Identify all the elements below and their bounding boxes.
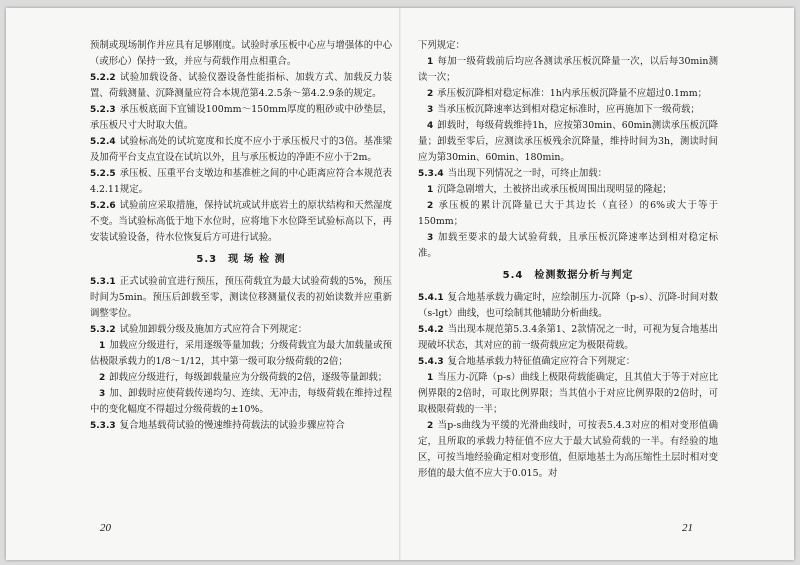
clause-text: 承压板、压重平台支墩边和基准桩之间的中心距离应符合本规范表4.2.11规定。 (90, 168, 392, 195)
clause-paragraph (418, 166, 718, 182)
clause-paragraph (418, 418, 718, 482)
clause-paragraph (418, 118, 718, 166)
clause-paragraph (90, 134, 392, 166)
clause-paragraph (418, 102, 718, 118)
clause-number: 2 (427, 421, 434, 431)
clause-paragraph (418, 290, 718, 322)
clause-number: 5.3.3 (90, 421, 116, 431)
clause-paragraph (90, 102, 392, 134)
clause-number: 2 (427, 89, 434, 99)
clause-paragraph (90, 198, 392, 246)
clause-paragraph (418, 198, 718, 230)
clause-paragraph (90, 418, 392, 434)
book-spread (6, 8, 794, 560)
clause-number: 2 (427, 201, 434, 211)
clause-number: 2 (99, 373, 106, 383)
clause-number: 5.3.2 (90, 325, 116, 335)
clause-text: 试验加载设备、试验仪器设备性能指标、加载方式、加载反力装置、荷载测量、沉降测量应符合本规范第4.2.5条～第4.2.9条的规定。 (90, 72, 392, 99)
section-title: 5.4 检测数据分析与判定 (502, 270, 634, 281)
clause-number: 3 (99, 389, 106, 399)
clause-text: 当出现本规范第5.3.4条第1、2款情况之一时，可视为复合地基出现破坏状态，其对应的前一级荷载应定为极限荷载。 (418, 324, 718, 351)
clause-paragraph (90, 166, 392, 198)
clause-text: 卸载时，每级荷载维持1h，应按第30min、60min测读承压板沉降量；卸载至零后，应测读承压板残余沉降量，维持时间为3h，测读时间应为第30min、60min、180min。 (418, 120, 718, 163)
clause-number: 5.3.1 (90, 277, 116, 287)
clause-number: 1 (427, 373, 434, 383)
clause-paragraph (418, 86, 718, 102)
clause-text: 试验加卸载分级及施加方式应符合下列规定： (119, 324, 308, 335)
clause-text: 承压板沉降相对稳定标准：1h内承压板沉降量不应超过0.1mm； (437, 88, 707, 99)
clause-number: 5.2.5 (90, 169, 116, 179)
clause-paragraph (418, 322, 718, 354)
clause-text: 承压板的累计沉降量已大于其边长（直径）的6%或大于等于150mm； (418, 200, 718, 227)
clause-number: 5.4.1 (418, 293, 444, 303)
clause-text: 正式试验前宜进行预压，预压荷载宜为最大试验荷载的5%，预压时间为5min。预压后卸载至零，测读位移测量仪表的初始读数并应重新调整零位。 (90, 276, 392, 319)
clause-number: 5.2.3 (90, 105, 116, 115)
clause-paragraph (90, 338, 392, 370)
clause-text: 沉降急剧增大，土被挤出或承压板周围出现明显的隆起； (437, 184, 672, 195)
clause-text: 试验前应采取措施，保持试坑或试井底岩土的原状结构和天然湿度不变。当试验标高低于地下水位时，应将地下水位降至试验标高以下，再安装试验设备，待水位恢复后方可进行试验。 (90, 200, 392, 243)
clause-text: 当出现下列情况之一时，可终止加载： (447, 168, 608, 179)
clause-paragraph (90, 322, 392, 338)
clause-number: 5.2.6 (90, 201, 116, 211)
clause-paragraph (90, 38, 392, 70)
page-number-right: 21 (682, 522, 693, 534)
clause-text: 预制或现场制作并应具有足够刚度。试验时承压板中心应与增强体的中心（或形心）保持一致，并应与荷载作用点相重合。 (90, 40, 392, 67)
clause-number: 4 (427, 121, 434, 131)
clause-text: 当p-s曲线为平缓的光滑曲线时，可按表5.4.3对应的相对变形值确定，且所取的承载力特征值不应大于最大试验荷载的一半。有经验的地区，可按当地经验确定相对变形值，但原地基土为高压缩性土层时相对变形值的最大值不应大于0.015。对 (418, 420, 719, 479)
right-page (418, 38, 718, 482)
clause-paragraph (418, 182, 718, 198)
clause-text: 加载至要求的最大试验荷载，且承压板沉降速率达到相对稳定标准。 (418, 232, 718, 259)
clause-paragraph (90, 370, 392, 386)
clause-text: 加载应分级进行，采用逐级等量加载；分级荷载宜为最大加载量或预估极限承载力的1/8～1/12，其中第一级可取分级荷载的2倍； (90, 340, 392, 367)
page-fold (399, 8, 401, 560)
section-title: 5.3 现 场 检 测 (196, 254, 286, 265)
clause-paragraph (90, 386, 392, 418)
clause-number: 5.4.3 (418, 357, 444, 367)
clause-number: 1 (427, 185, 434, 195)
clause-text: 卸载应分级进行，每级卸载量应为分级荷载的2倍，逐级等量卸载； (109, 372, 388, 383)
clause-paragraph (418, 54, 718, 86)
clause-text: 加、卸载时应使荷载传递均匀、连续、无冲击，每级荷载在维持过程中的变化幅度不得超过分级荷载的±10%。 (90, 388, 392, 415)
page-number-left: 20 (100, 522, 111, 534)
clause-number: 5.2.2 (90, 73, 116, 83)
clause-text: 当承压板沉降速率达到相对稳定标准时，应再施加下一级荷载； (437, 104, 700, 115)
left-page (90, 38, 392, 434)
clause-text: 承压板底面下宜铺设100mm～150mm厚度的粗砂或中砂垫层，承压板尺寸大时取大值。 (90, 104, 392, 131)
clause-text: 复合地基承载力确定时，应绘制压力-沉降（p-s）、沉降-时间对数（s-lgt）曲线，也可绘制其他辅助分析曲线。 (418, 292, 718, 319)
clause-number: 5.2.4 (90, 137, 116, 147)
clause-number: 3 (427, 105, 434, 115)
clause-paragraph (418, 354, 718, 370)
clause-paragraph (90, 274, 392, 322)
clause-number: 5.3.4 (418, 169, 444, 179)
clause-text: 试验标高处的试坑宽度和长度不应小于承压板尺寸的3倍。基准梁及加荷平台支点宜设在试坑以外，且与承压板边的净距不应小于2m。 (90, 136, 392, 163)
clause-paragraph (90, 70, 392, 102)
clause-paragraph (418, 230, 718, 262)
clause-text: 下列规定： (418, 40, 465, 51)
clause-number: 5.4.2 (418, 325, 444, 335)
clause-text: 复合地基载荷试验的慢速维持荷载法的试验步骤应符合 (119, 420, 345, 431)
clause-number: 3 (427, 233, 434, 243)
clause-text: 当压力-沉降（p-s）曲线上极限荷载能确定，且其值大于等于对应比例界限的2倍时，可取比例界限；当其值小于对应比例界限的2倍时，可取极限荷载的一半； (418, 372, 718, 415)
clause-text: 每加一级荷载前后均应各测读承压板沉降量一次，以后每30min测读一次； (418, 56, 718, 83)
clause-text: 复合地基承载力特征值确定应符合下列规定： (447, 356, 636, 367)
clause-number: 1 (427, 57, 434, 67)
clause-paragraph (418, 38, 718, 54)
clause-paragraph (418, 370, 718, 418)
clause-number: 1 (99, 341, 106, 351)
